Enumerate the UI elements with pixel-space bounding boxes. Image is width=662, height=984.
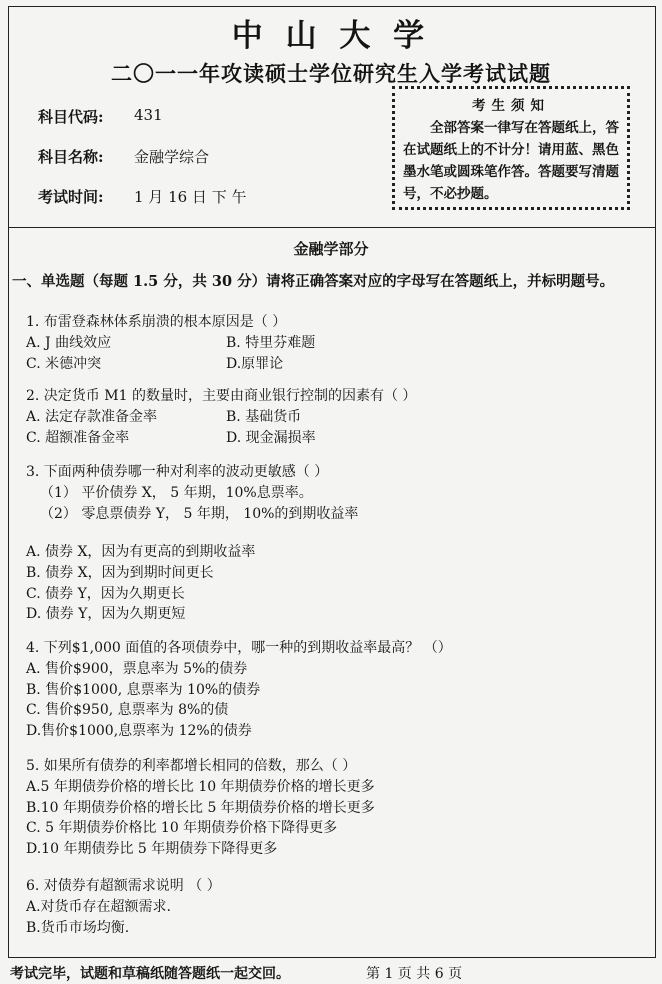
page-number: 第 1 页 共 6 页 bbox=[366, 966, 463, 982]
option-d: D. 现金漏损率 bbox=[226, 429, 316, 446]
option-c: C. 债券 Y，因为久期更长 bbox=[26, 585, 185, 602]
exam-title: 二〇一一年攻读硕士学位研究生入学考试试题 bbox=[111, 61, 551, 86]
option-d: D.10 年期债券比 5 年期债券下降得更多 bbox=[26, 841, 278, 858]
part-heading: 一、单选题（每题 1.5 分，共 30 分）请将正确答案对应的字母写在答题纸上，并标明题号。 bbox=[12, 273, 615, 290]
section-title: 金融学部分 bbox=[293, 240, 369, 258]
option-b: B.货币市场均衡. bbox=[26, 919, 130, 936]
bond-x-description: （1） 平价债券 X， 5 年期，10%息票率。 bbox=[40, 484, 313, 501]
question-3-options bbox=[26, 542, 255, 625]
notice-body: 全部答案一律写在答题纸上，答在试题纸上的不计分！请用蓝、黑色墨水笔或圆珠笔作答。答题要写清题号，不必抄题。 bbox=[403, 120, 619, 202]
question-stem: 4. 下列$1,000 面值的各项债券中，哪一种的到期收益率最高？ （） bbox=[26, 640, 452, 656]
subject-name-value: 金融学综合 bbox=[134, 148, 210, 166]
option-a: A.5 年期债券价格的增长比 10 年期债券价格的增长更多 bbox=[26, 778, 375, 795]
subject-name-row bbox=[38, 146, 209, 167]
option-d: D. 债券 Y，因为久期更短 bbox=[26, 606, 186, 623]
option-a: A. 债券 X，因为有更高的到期收益率 bbox=[26, 544, 256, 560]
option-c: C. 5 年期债券价格比 10 年期债券价格下降得更多 bbox=[26, 820, 338, 837]
exam-time-value: 1 月 16 日 下 午 bbox=[134, 188, 247, 206]
option-b: B. 售价$1000, 息票率为 10%的债券 bbox=[26, 681, 261, 698]
question-stem: 2. 决定货币 M1 的数量时，主要由商业银行控制的因素有（ ） bbox=[26, 388, 417, 404]
question-6 bbox=[26, 876, 221, 938]
option-a: A.对货币存在超额需求. bbox=[26, 898, 172, 915]
question-5 bbox=[26, 756, 375, 860]
option-c: C. 米德冲突 bbox=[26, 355, 102, 372]
exam-time-label: 考试时间: bbox=[38, 188, 104, 206]
candidate-notice-box bbox=[392, 86, 630, 210]
bond-y-description: （2） 零息票债券 Y， 5 年期， 10%的到期收益率 bbox=[40, 505, 359, 522]
header-divider bbox=[8, 227, 656, 228]
option-a: A. 售价$900，票息率为 5%的债券 bbox=[26, 660, 248, 677]
subject-name-label: 科目名称: bbox=[38, 148, 104, 166]
option-a: A. 法定存款准备金率 bbox=[26, 408, 158, 425]
subject-code-row bbox=[38, 106, 163, 127]
question-2 bbox=[26, 386, 416, 448]
option-c: C. 售价$950, 息票率为 8%的债 bbox=[26, 702, 229, 719]
question-stem: 1. 布雷登森林体系崩溃的根本原因是（ ） bbox=[26, 314, 287, 330]
question-stem: 3. 下面两种债券哪一种对利率的波动更敏感（ ） bbox=[26, 464, 329, 480]
option-b: B. 特里芬难题 bbox=[226, 334, 316, 351]
option-c: C. 超额准备金率 bbox=[26, 429, 130, 446]
option-b: B. 基础货币 bbox=[226, 408, 302, 425]
option-d: D.售价$1000,息票率为 12%的债券 bbox=[26, 723, 252, 740]
subject-code-value: 431 bbox=[134, 106, 163, 124]
subject-code-label: 科目代码: bbox=[38, 108, 104, 126]
question-4 bbox=[26, 638, 452, 742]
notice-title: 考生须知 bbox=[472, 98, 550, 114]
question-3 bbox=[26, 462, 358, 524]
question-stem: 6. 对债券有超额需求说明 （ ） bbox=[26, 878, 221, 894]
question-stem: 5. 如果所有债券的利率都增长相同的倍数，那么（ ） bbox=[26, 758, 357, 774]
exam-time-row bbox=[38, 186, 246, 207]
option-a: A. J 曲线效应 bbox=[26, 334, 112, 351]
option-b: B.10 年期债券价格的增长比 5 年期债券价格的增长更多 bbox=[26, 799, 375, 816]
university-name: 中 山 大 学 bbox=[231, 18, 431, 54]
footer-instruction: 考试完毕，试题和草稿纸随答题纸一起交回。 bbox=[10, 966, 290, 982]
question-1 bbox=[26, 312, 315, 374]
option-b: B. 债券 X，因为到期时间更长 bbox=[26, 564, 214, 581]
option-d: D.原罪论 bbox=[226, 355, 284, 372]
